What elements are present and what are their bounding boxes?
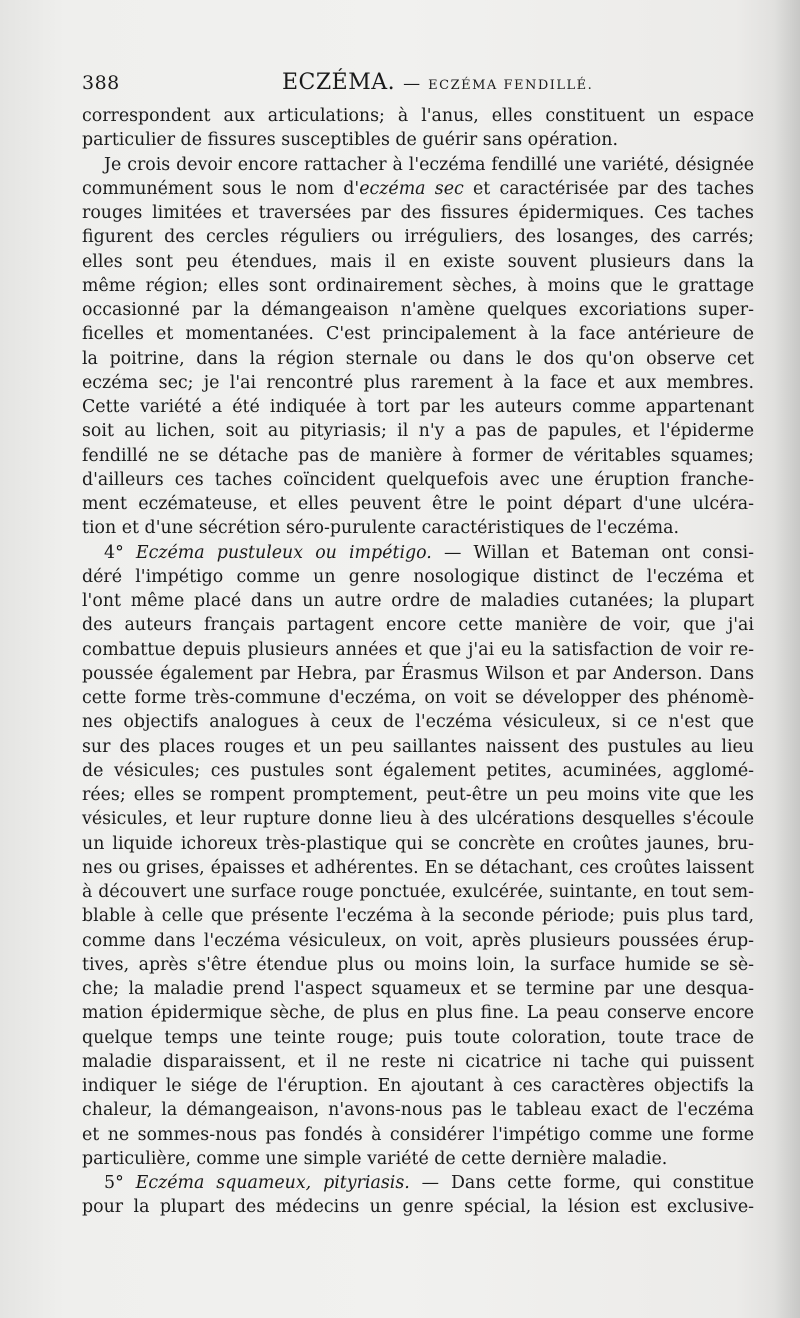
text-line: soit au lichen, soit au pityriasis; il n'y a pas de papules, et l'épiderme <box>82 421 754 442</box>
text-line: occasionné par la démangeaison n'amène quelques excoriations super- <box>82 300 754 320</box>
text-line: à découvert une surface rouge ponctuée, exulcérée, suintante, en tout sem- <box>82 882 754 902</box>
section-title: Eczéma pustuleux ou impétigo. <box>135 542 432 563</box>
text-line: tion et d'une sécrétion séro-purulente caractéristiques de l'eczéma. <box>82 518 679 539</box>
text-line: même région; elles sont ordinairement sèches, à moins que le grattage <box>82 275 754 296</box>
text-line: un liquide ichoreux très-plastique qui se concrète en croûtes jaunes, bru- <box>82 833 754 854</box>
text-line: chaleur, la démangeaison, n'avons-nous pas le tableau exact de l'eczéma <box>82 1100 754 1121</box>
text-line: fendillé ne se détache pas de manière à former de véritables squames; <box>82 445 754 466</box>
text-line: la poitrine, dans la région sternale ou dans le dos qu'on observe cet <box>82 348 754 369</box>
text-line: ficelles et momentanées. C'est principalement à la face antérieure de <box>82 324 754 345</box>
text-line: eczéma sec; je l'ai rencontré plus rarement à la face et aux membres. <box>82 372 754 393</box>
page-number: 388 <box>82 72 120 94</box>
text-line: poussée également par Hebra, par Érasmus Wilson et par Anderson. Dans <box>82 663 754 684</box>
text-line: de vésicules; ces pustules sont également petites, acuminées, agglomé- <box>82 760 754 781</box>
section-number: 4° <box>104 542 136 563</box>
text-line: déré l'impétigo comme un genre nosologique distinct de l'eczéma et <box>82 566 754 587</box>
text-line: figurent des cercles réguliers ou irréguliers, des losanges, des carrés; <box>82 227 754 248</box>
text-line: rouges limitées et traversées par des fissures épidermiques. Ces taches <box>82 203 754 223</box>
text-line: comme dans l'eczéma vésiculeux, on voit, après plusieurs poussées érup- <box>82 930 754 951</box>
running-head-separator: — <box>403 74 421 94</box>
text-line: nes objectifs analogues à ceux de l'eczéma vésiculeux, si ce n'est que <box>82 712 754 733</box>
text-run: et caractérisée par des taches <box>463 178 754 199</box>
text-line: elles sont peu étendues, mais il en existe souvent plusieurs dans la <box>82 251 754 272</box>
text-line: vésicules, et leur rupture donne lieu à des ulcérations desquelles s'écoule <box>82 809 754 830</box>
text-line: particulière, comme une simple variété de cette dernière maladie. <box>82 1148 668 1169</box>
text-line: sur des places rouges et un peu saillantes naissent des pustules au lieu <box>82 736 754 757</box>
text-line: tives, après s'être étendue plus ou moins loin, la surface humide se sè- <box>82 954 754 975</box>
text-line: Cette variété a été indiquée à tort par les auteurs comme appartenant <box>82 397 754 417</box>
text-line: ment eczémateuse, et elles peuvent être le point départ d'une ulcéra- <box>82 494 754 514</box>
running-head-title: ECZÉMA. <box>282 70 396 95</box>
text-line: blable à celle que présente l'eczéma à la seconde période; puis plus tard, <box>82 906 754 927</box>
running-head <box>282 70 593 95</box>
text-line: des auteurs français partagent encore cette manière de voir, que j'ai <box>82 615 754 636</box>
text-line: indiquer le siége de l'éruption. En ajoutant à ces caractères objectifs la <box>82 1076 754 1096</box>
text-run: communément sous le nom d' <box>82 178 360 199</box>
text-line: mation épidermique sèche, de plus en plus fine. La peau conserve encore <box>82 1003 754 1024</box>
text-line: d'ailleurs ces taches coïncident quelquefois avec une éruption franche- <box>82 469 754 490</box>
text-line: l'ont même placé dans un autre ordre de maladies cutanées; la plupart <box>82 591 754 611</box>
page-header <box>82 70 750 100</box>
page-edge-shadow <box>774 0 800 1318</box>
running-head-subtitle: ECZÉMA FENDILLÉ. <box>428 78 594 93</box>
text-line: combattue depuis plusieurs années et que j'ai eu la satisfaction de voir re- <box>82 639 754 660</box>
text-line: particulier de fissures susceptibles de guérir sans opération. <box>82 130 618 151</box>
text-line: che; la maladie prend l'aspect squameux et se termine par une desqua- <box>82 979 754 999</box>
text-line: maladie disparaissent, et il ne reste ni cicatrice ni tache qui puissent <box>82 1051 754 1072</box>
text-line <box>82 541 754 565</box>
text-run: — Willan et Bateman ont consi- <box>431 542 754 563</box>
section-number: 5° <box>104 1173 136 1193</box>
text-line: rées; elles se rompent promptement, peut-être un peu moins vite que les <box>82 785 754 805</box>
text-line: et ne sommes-nous pas fondés à considérer l'impétigo comme une forme <box>82 1124 754 1145</box>
text-line: quelque temps une teinte rouge; puis toute coloration, toute trace de <box>82 1027 754 1048</box>
text-line: nes ou grises, épaisses et adhérentes. En se détachant, ces croûtes laissent <box>82 857 754 878</box>
text-line: pour la plupart des médecins un genre spécial, la lésion est exclusive- <box>82 1197 754 1218</box>
text-run: — Dans cette forme, qui constitue <box>409 1173 754 1193</box>
text-line <box>82 177 754 201</box>
body-text <box>82 104 754 1220</box>
section-title: Eczéma squameux, pityriasis. <box>135 1173 410 1193</box>
text-line: correspondent aux articulations; à l'anus, elles constituent un espace <box>82 106 754 126</box>
text-line <box>82 1171 754 1195</box>
text-line: Je crois devoir encore rattacher à l'eczéma fendillé une variété, désignée <box>104 154 754 175</box>
italic-term: eczéma sec <box>359 178 464 199</box>
text-line: cette forme très-commune d'eczéma, on voit se développer des phénomè- <box>82 688 754 708</box>
